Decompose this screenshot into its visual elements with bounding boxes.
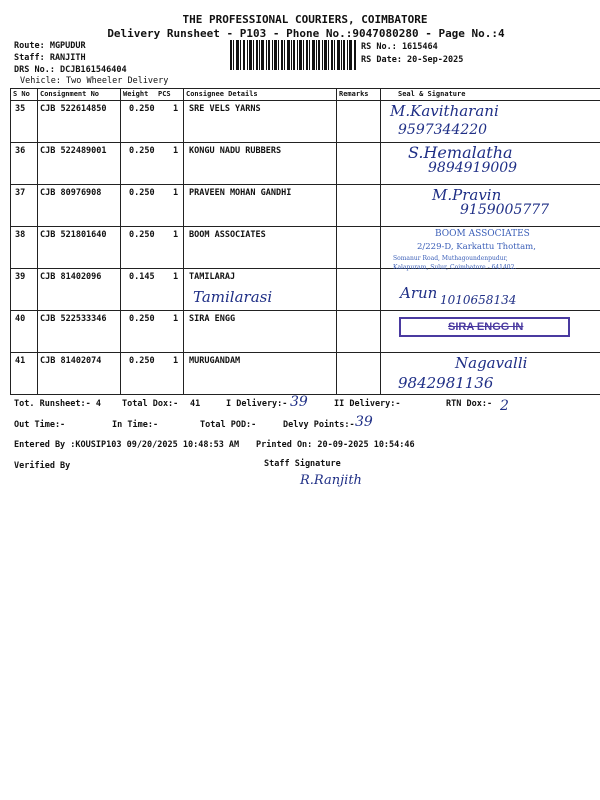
table-row-weight: 0.250 (129, 188, 155, 198)
tot-runsheet: Tot. Runsheet:- 4 (14, 399, 101, 409)
table-row-consignee: MURUGANDAM (189, 356, 241, 366)
table-row-weight: 0.145 (129, 272, 155, 282)
runsheet-subtitle: Delivery Runsheet - P103 - Phone No.:9047080280 - Page No.:4 (107, 27, 505, 40)
signature-r35-phone: 9597344220 (398, 122, 488, 138)
col-consignment: Consignment No (40, 90, 100, 98)
barcode (230, 40, 357, 70)
table-row-sno: 35 (15, 104, 26, 114)
total-dox-value: 41 (190, 399, 201, 409)
table-row-pcs: 1 (173, 314, 179, 324)
table-row-consignment: CJB 522614850 (40, 104, 107, 114)
table-row-weight: 0.250 (129, 146, 155, 156)
delvy-points-value: 39 (355, 414, 373, 430)
rtn-dox-label: RTN Dox:- (446, 399, 493, 409)
rs-no-label: RS No.: 1615464 (361, 42, 438, 52)
table-row-consignment: CJB 522489001 (40, 146, 107, 156)
signature-r37-name: M.Pravin (432, 186, 502, 204)
signature-r41-name: Nagavalli (455, 354, 528, 372)
table-row-sno: 36 (15, 146, 26, 156)
signature-r36-phone: 9894919009 (428, 160, 518, 176)
total-dox-label: Total Dox:- (122, 399, 179, 409)
table-row-consignment: CJB 521801640 (40, 230, 107, 240)
printed-on: Printed On: 20-09-2025 10:54:46 (256, 440, 415, 450)
table-row-sno: 39 (15, 272, 26, 282)
table-row-consignee: PRAVEEN MOHAN GANDHI (189, 188, 292, 198)
col-seal: Seal & Signature (398, 90, 466, 98)
ii-delivery-label: II Delivery:- (334, 399, 401, 409)
staff-label: Staff: RANJITH (14, 53, 86, 63)
delvy-points-label: Delvy Points:- (283, 420, 355, 430)
signature-r39-name: Arun (400, 284, 438, 302)
signature-r39-phone: 1010658134 (440, 293, 517, 307)
col-sno: S No (13, 90, 30, 98)
table-row-consignee: KONGU NADU RUBBERS (189, 146, 282, 156)
table-row-consignment: CJB 81402096 (40, 272, 102, 282)
table-row-consignee: BOOM ASSOCIATES (189, 230, 266, 240)
entered-by: Entered By :KOUSIP103 09/20/2025 10:48:53 AM (14, 440, 240, 450)
staff-signature-label: Staff Signature (264, 459, 341, 469)
signature-r41-phone: 9842981136 (398, 374, 494, 392)
signature-r35-name: M.Kavitharani (390, 102, 499, 120)
table-row-weight: 0.250 (129, 104, 155, 114)
col-remarks: Remarks (339, 90, 369, 98)
table-row-consignee: TAMILARAJ (189, 272, 236, 282)
i-delivery-label: I Delivery:- (226, 399, 288, 409)
signature-r36-name: S.Hemalatha (408, 143, 513, 162)
table-row-weight: 0.250 (129, 314, 155, 324)
col-consignee: Consignee Details (186, 90, 258, 98)
table-row-consignment: CJB 80976908 (40, 188, 102, 198)
rs-date-label: RS Date: 20-Sep-2025 (361, 55, 464, 65)
table-row-weight: 0.250 (129, 230, 155, 240)
i-delivery-value: 39 (290, 394, 308, 410)
staff-signature: R.Ranjith (300, 473, 362, 488)
consignee-handwritten-name: Tamilarasi (193, 288, 273, 306)
total-pod-label: Total POD:- (200, 420, 257, 430)
table-row-pcs: 1 (173, 146, 179, 156)
out-time-label: Out Time:- (14, 420, 66, 430)
table-row-pcs: 1 (173, 188, 179, 198)
company-title: THE PROFESSIONAL COURIERS, COIMBATORE (182, 13, 428, 26)
table-row-weight: 0.250 (129, 356, 155, 366)
table-row-consignment: CJB 81402074 (40, 356, 102, 366)
company-stamp-sira: SIRA ENGG IN (399, 317, 570, 337)
rtn-dox-value: 2 (500, 398, 509, 414)
table-row-sno: 40 (15, 314, 26, 324)
table-row-pcs: 1 (173, 230, 179, 240)
table-row-pcs: 1 (173, 272, 179, 282)
signature-r37-phone: 9159005777 (460, 202, 550, 218)
table-row-consignee: SIRA ENGG (189, 314, 236, 324)
table-row-sno: 41 (15, 356, 26, 366)
route-label: Route: MGPUDUR (14, 41, 86, 51)
col-pcs: PCS (158, 90, 171, 98)
verified-by: Verified By (14, 461, 71, 471)
table-row-pcs: 1 (173, 104, 179, 114)
vehicle-label: Vehicle: Two Wheeler Delivery (20, 76, 169, 86)
table-row-consignment: CJB 522533346 (40, 314, 107, 324)
in-time-label: In Time:- (112, 420, 159, 430)
table-row-consignee: SRE VELS YARNS (189, 104, 261, 114)
col-weight: Weight (123, 90, 149, 98)
table-row-sno: 37 (15, 188, 26, 198)
company-stamp-boom: BOOM ASSOCIATES 2/229-D, Karkattu Thottam, Somanur Road, Muthagoundenpudur, Kalapuram, Sulur, Coimbatore - 641402. (393, 229, 536, 271)
table-row-sno: 38 (15, 230, 26, 240)
drs-label: DRS No.: DCJB161546404 (14, 65, 127, 75)
table-row-pcs: 1 (173, 356, 179, 366)
